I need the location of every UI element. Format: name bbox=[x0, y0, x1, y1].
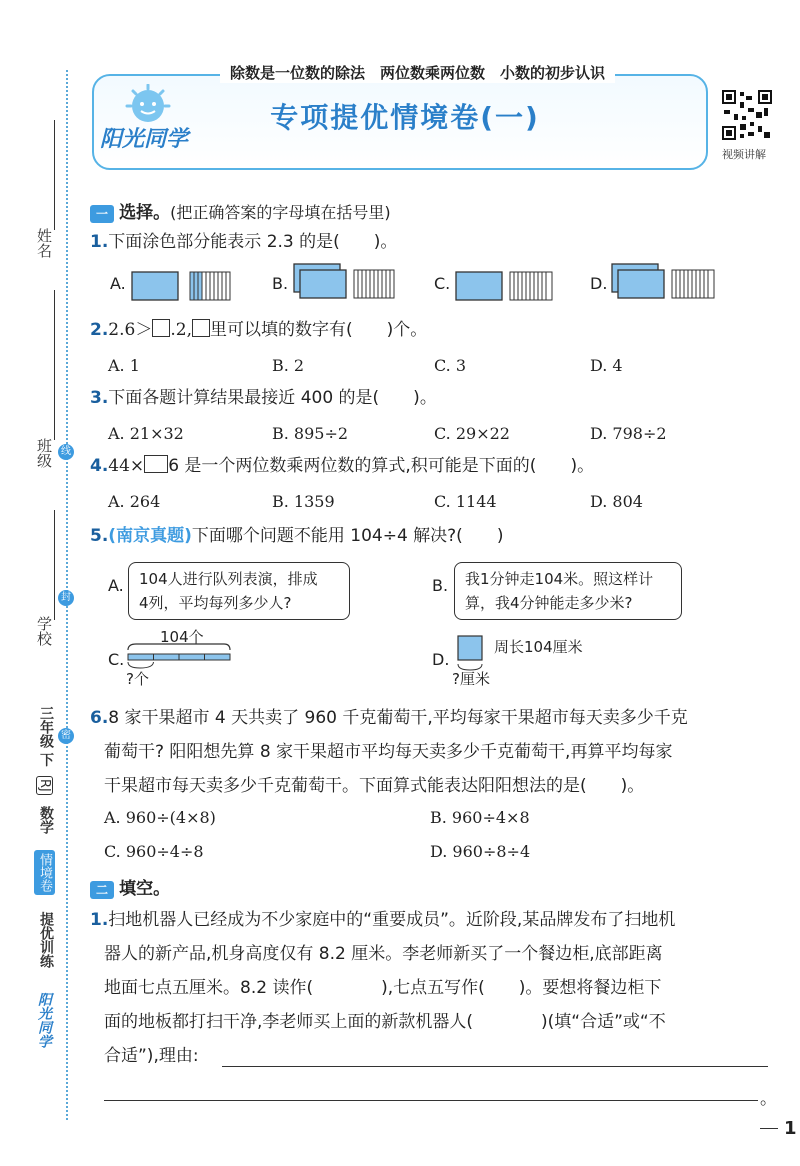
q1-text: 下面涂色部分能表示 2.3 的是( )。 bbox=[108, 232, 398, 252]
section1-title: 选择。 bbox=[119, 203, 171, 223]
school-field-line bbox=[54, 510, 55, 620]
q6-text-line3: 干果超市每天卖多少千克葡萄干。下面算式能表达阳阳想法的是( )。 bbox=[104, 776, 645, 796]
spine-title: 提优训练 bbox=[38, 912, 54, 968]
q4-stem bbox=[90, 454, 594, 478]
q4-text-b: 6 是一个两位数乘两位数的算式,积可能是下面的( )。 bbox=[168, 456, 595, 476]
spine-grade: 三年级 下 bbox=[38, 706, 54, 767]
q1-number: 1. bbox=[90, 232, 109, 252]
s2-q1-text-line3: 地面七点五厘米。8.2 读作( ),七点五写作( )。要想将餐边柜下 bbox=[104, 978, 662, 998]
class-label: 班级 bbox=[35, 438, 53, 468]
q5-option-b-label[interactable]: B. bbox=[432, 576, 449, 595]
q4-option-c[interactable]: C. 1144 bbox=[434, 492, 497, 511]
q5-option-a-line1: 104人进行队列表演，排成 bbox=[139, 570, 318, 588]
s2-q1-text-line5: 合适”),理由: bbox=[104, 1046, 199, 1066]
q6-option-a[interactable]: A. 960÷(4×8) bbox=[104, 808, 216, 827]
q5-option-d-label[interactable]: D. bbox=[432, 650, 450, 669]
page-number: 1 bbox=[784, 1118, 797, 1139]
footer-dash bbox=[760, 1128, 778, 1129]
q1-option-b-figure[interactable] bbox=[292, 262, 402, 304]
section1-instruction: (把正确答案的字母填在括号里) bbox=[170, 203, 391, 222]
q3-option-d[interactable]: D. 798÷2 bbox=[590, 424, 667, 443]
s2-q1-reason-line1[interactable] bbox=[222, 1066, 768, 1067]
section1-heading bbox=[90, 198, 391, 223]
q2-option-b[interactable]: B. 2 bbox=[272, 356, 305, 375]
q5-option-b-line2: 算，我4分钟能走多少米? bbox=[465, 594, 633, 612]
q3-option-c[interactable]: C. 29×22 bbox=[434, 424, 510, 443]
q2-text-b: .2, bbox=[170, 320, 192, 340]
name-field-line bbox=[54, 120, 55, 230]
q6-number: 6. bbox=[90, 708, 109, 728]
q6-text-line1: 8 家干果超市 4 天共卖了 960 千克葡萄干,平均每家干果超市每天卖多少千克 bbox=[108, 708, 688, 728]
q4-option-a[interactable]: A. 264 bbox=[108, 492, 161, 511]
q6-option-b[interactable]: B. 960÷4×8 bbox=[430, 808, 530, 827]
q5-option-d-unknown: ?厘米 bbox=[452, 670, 490, 688]
q3-number: 3. bbox=[90, 388, 109, 408]
q5-stem bbox=[90, 524, 503, 548]
q4-text-a: 44× bbox=[108, 456, 145, 476]
s2-q1-number: 1. bbox=[90, 910, 109, 930]
q2-option-c[interactable]: C. 3 bbox=[434, 356, 467, 375]
q6-option-c[interactable]: C. 960÷4÷8 bbox=[104, 842, 204, 861]
name-label: 姓名 bbox=[35, 228, 53, 258]
class-field-line bbox=[54, 290, 55, 440]
spine-badge: 情境卷 bbox=[34, 850, 55, 895]
q5-text: 下面哪个问题不能用 104÷4 解决?( ) bbox=[191, 526, 504, 546]
q5-option-c-total: 104个 bbox=[160, 628, 204, 646]
page-title: 专项提优情境卷(一) bbox=[270, 101, 540, 134]
s2-q1-end-mark: 。 bbox=[760, 1089, 777, 1109]
q4-option-b[interactable]: B. 1359 bbox=[272, 492, 335, 511]
q2-blank-box[interactable] bbox=[152, 319, 170, 337]
q1-option-a-figure[interactable] bbox=[130, 268, 240, 304]
s2-q1-line1 bbox=[90, 908, 675, 932]
s2-q1-text-line4: 面的地板都打扫干净,李老师买上面的新款机器人( )(填“合适”或“不 bbox=[104, 1012, 666, 1032]
s2-q1-text-line2: 器人的新产品,机身高度仅有 8.2 厘米。李老师新买了一个餐边柜,底部距离 bbox=[104, 944, 663, 964]
section1-badge: 一 bbox=[90, 205, 114, 223]
q1-stem bbox=[90, 230, 397, 254]
q4-number: 4. bbox=[90, 456, 109, 476]
spine-subject: 数学 bbox=[38, 806, 54, 834]
s2-q1-text-line1: 扫地机器人已经成为不少家庭中的“重要成员”。近阶段,某品牌发布了扫地机 bbox=[108, 910, 676, 930]
q6-text-line2: 葡萄干? 阳阳想先算 8 家干果超市平均每天卖多少千克葡萄干,再算平均每家 bbox=[104, 742, 673, 762]
q5-option-d-perimeter: 周长104厘米 bbox=[494, 638, 583, 656]
q5-option-a-label[interactable]: A. bbox=[108, 576, 124, 595]
qr-code-icon[interactable] bbox=[722, 90, 772, 140]
q2-text-a: 2.6＞ bbox=[108, 320, 153, 340]
q3-option-b[interactable]: B. 895÷2 bbox=[272, 424, 349, 443]
q2-text-c: 里可以填的数字有( )个。 bbox=[209, 320, 428, 340]
spine-logo: 阳光同学 bbox=[36, 992, 52, 1048]
spine-edition: RJ bbox=[36, 776, 53, 795]
q6-line1 bbox=[90, 706, 688, 730]
q1-option-b-label[interactable]: B. bbox=[272, 274, 289, 293]
q1-option-c-figure[interactable] bbox=[454, 268, 564, 304]
section2-badge: 二 bbox=[90, 881, 114, 899]
q2-number: 2. bbox=[90, 320, 109, 340]
q1-option-c-label[interactable]: C. bbox=[434, 274, 451, 293]
q4-option-d[interactable]: D. 804 bbox=[590, 492, 643, 511]
q5-option-c-label[interactable]: C. bbox=[108, 650, 125, 669]
binding-mark-line: 线 bbox=[58, 444, 74, 460]
q5-option-a-bubble[interactable] bbox=[128, 562, 350, 620]
q5-option-b-bubble[interactable] bbox=[454, 562, 682, 620]
q1-option-a-label[interactable]: A. bbox=[110, 274, 126, 293]
q5-option-c-diagram[interactable] bbox=[124, 640, 236, 670]
q5-option-c-unknown: ?个 bbox=[126, 670, 149, 688]
q3-stem bbox=[90, 386, 437, 410]
section2-heading bbox=[90, 874, 170, 899]
section2-title: 填空。 bbox=[119, 879, 171, 899]
q2-option-a[interactable]: A. 1 bbox=[108, 356, 140, 375]
q3-option-a[interactable]: A. 21×32 bbox=[108, 424, 184, 443]
q1-option-d-label[interactable]: D. bbox=[590, 274, 608, 293]
q4-blank-box[interactable] bbox=[144, 455, 168, 473]
q5-option-b-line1: 我1分钟走104米。照这样计 bbox=[465, 570, 654, 588]
binding-mark-secret: 密 bbox=[58, 728, 74, 744]
q2-option-d[interactable]: D. 4 bbox=[590, 356, 623, 375]
q6-option-d[interactable]: D. 960÷8÷4 bbox=[430, 842, 531, 861]
q1-option-d-figure[interactable] bbox=[610, 262, 722, 304]
q3-text: 下面各题计算结果最接近 400 的是( )。 bbox=[108, 388, 437, 408]
q2-blank-box-ref bbox=[192, 319, 210, 337]
q2-stem bbox=[90, 318, 427, 342]
s2-q1-reason-line2[interactable] bbox=[104, 1100, 758, 1101]
q5-source-tag: (南京真题) bbox=[108, 526, 192, 546]
school-label: 学校 bbox=[35, 616, 53, 646]
q5-number: 5. bbox=[90, 526, 109, 546]
logo-text: 阳光同学 bbox=[100, 127, 189, 152]
header-topics: 除数是一位数的除法 两位数乘两位数 小数的初步认识 bbox=[220, 62, 615, 83]
qr-label: 视频讲解 bbox=[722, 148, 766, 161]
q5-option-a-line2: 4列，平均每列多少人? bbox=[139, 594, 292, 612]
binding-mark-seal: 封 bbox=[58, 590, 74, 606]
